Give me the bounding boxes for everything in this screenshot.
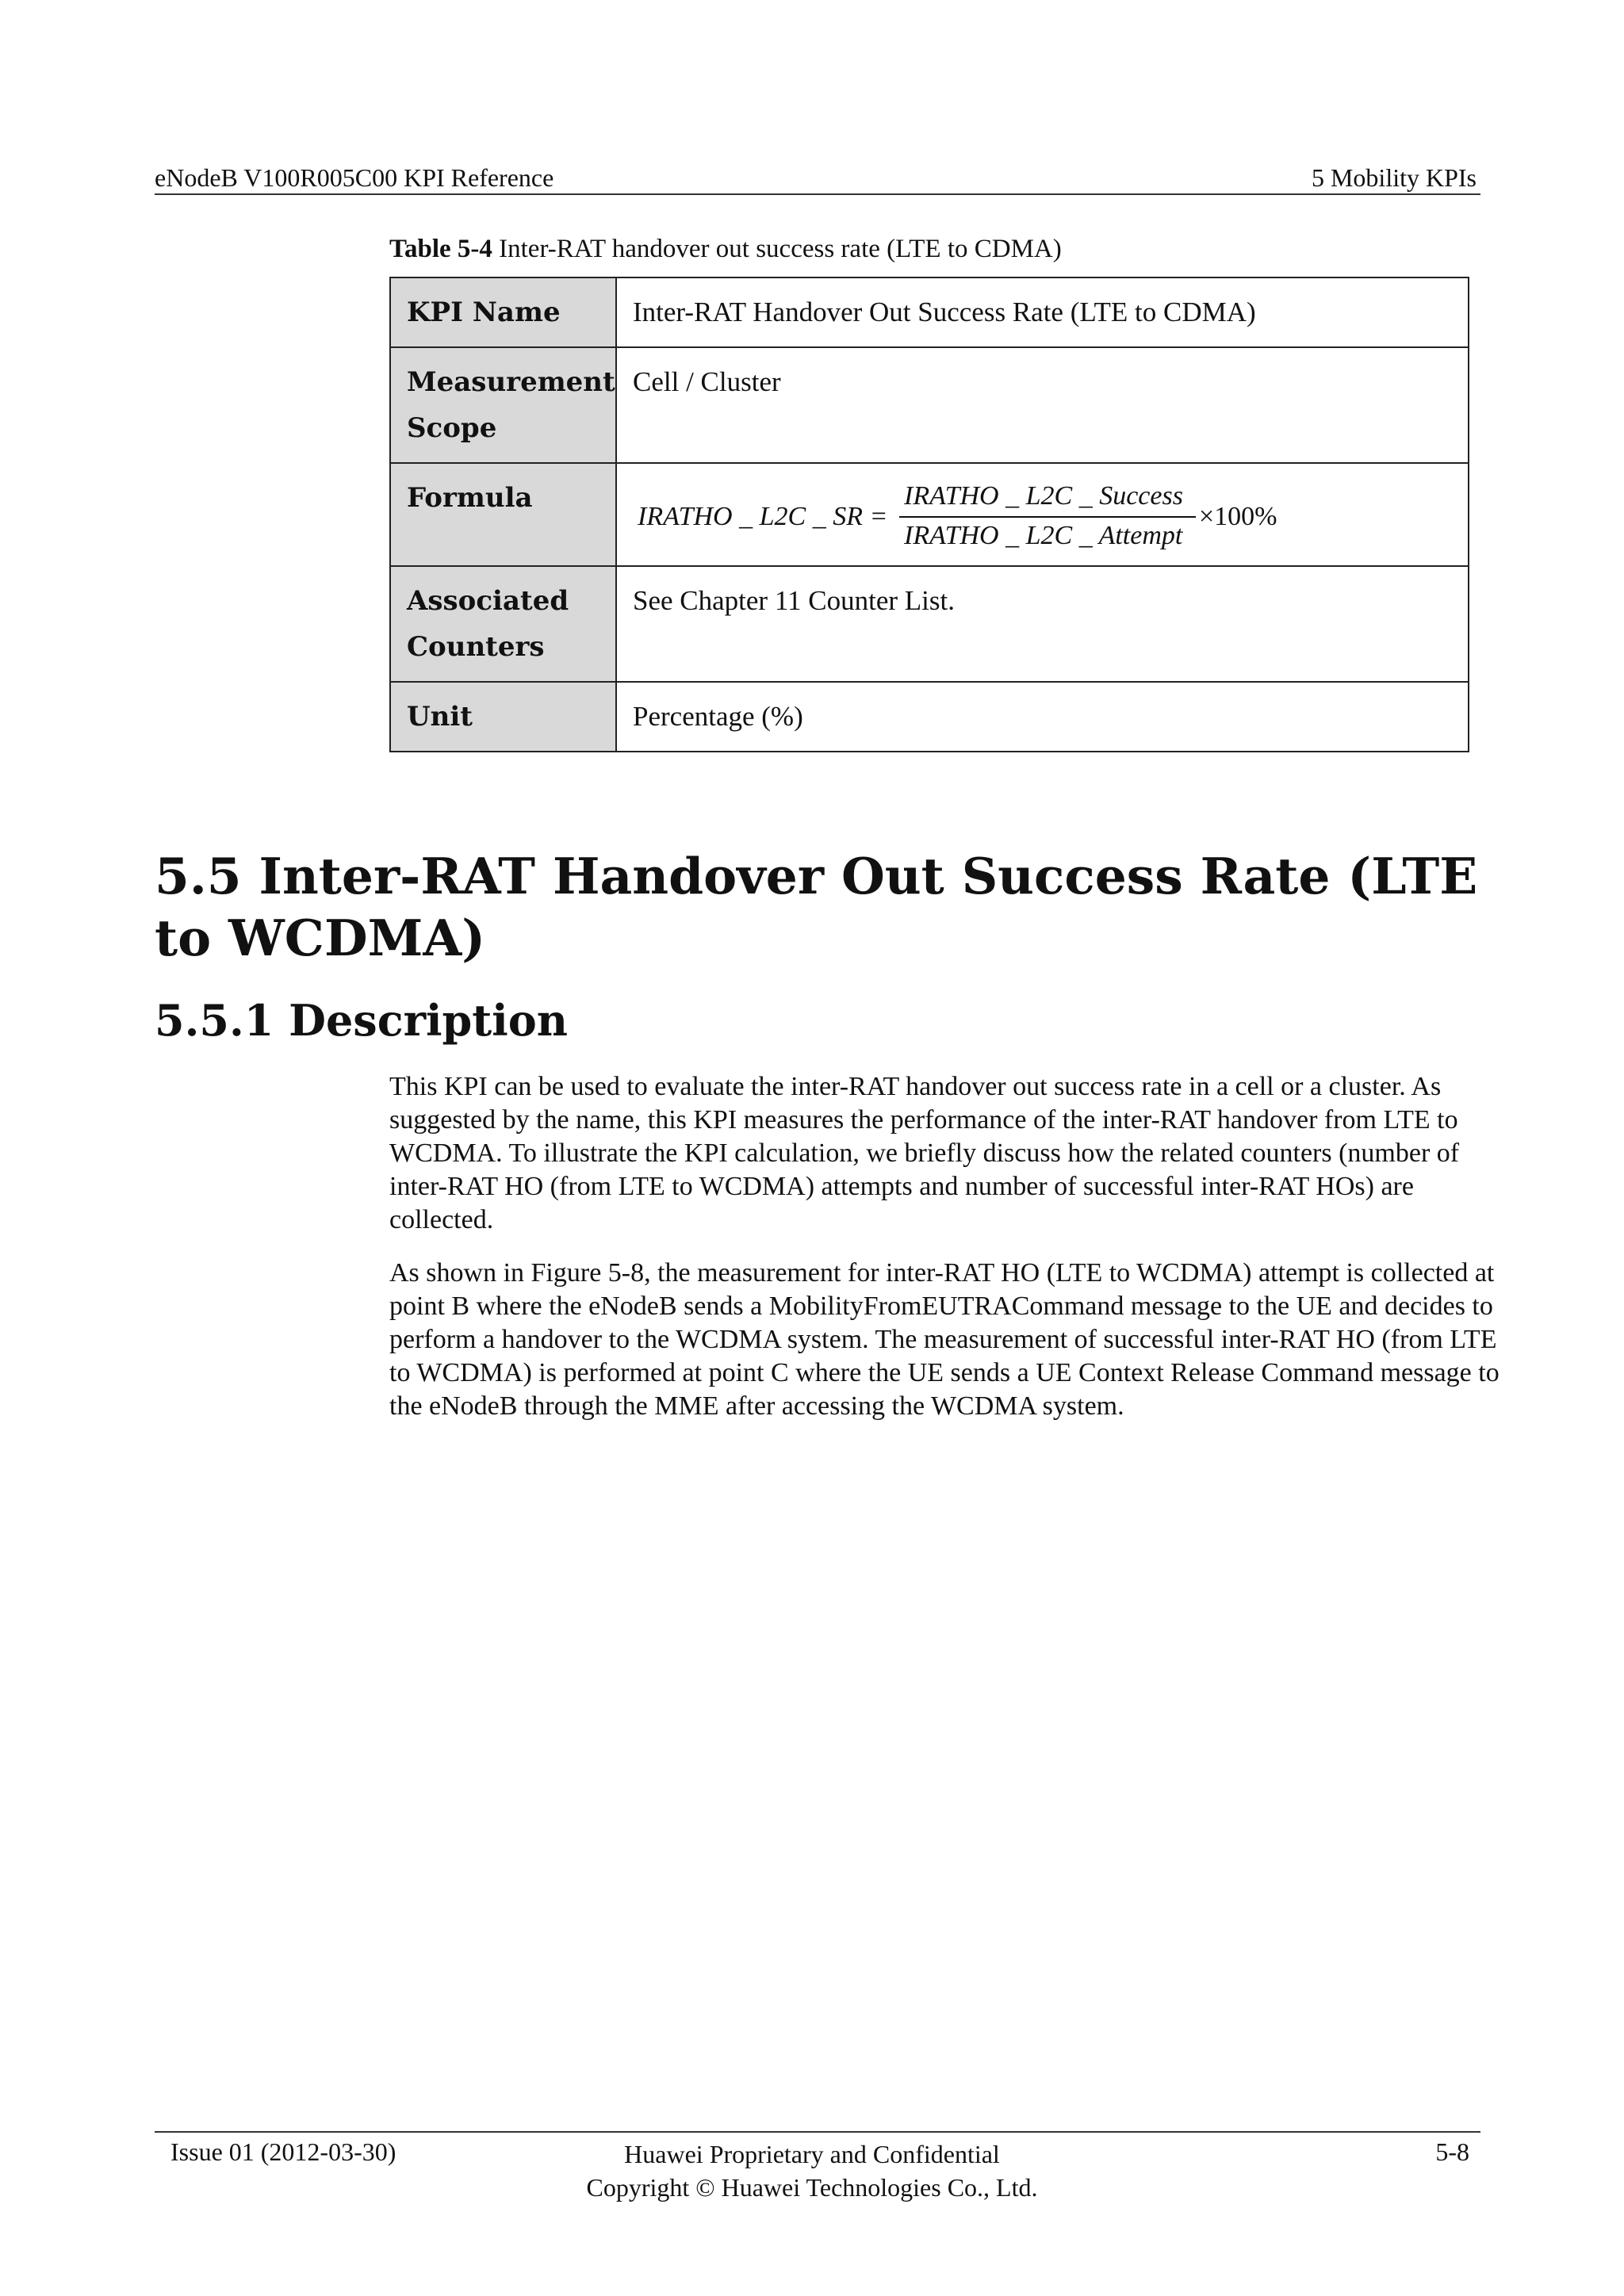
formula-lhs: IRATHO _ L2C _ SR =	[638, 502, 888, 531]
section-title: 5.5 Inter-RAT Handover Out Success Rate (LTE to WCDMA)	[155, 847, 1478, 967]
unit-label: Unit	[390, 682, 616, 752]
description-paragraph-1: This KPI can be used to evaluate the inter-RAT handover out success rate in a cell or a cluster. As suggested by the name, this KPI measures the performance of the inter-RAT handover from LTE to WCDMA. To illustrate the KPI calculation, we briefly discuss how the related counters (number of inter-RAT HO (from LTE to WCDMA) attempts and number of successful inter-RAT HOs) are collected.	[389, 1072, 1460, 1234]
table-row	[390, 682, 1469, 752]
associated-counters-value: See Chapter 11 Counter List.	[616, 566, 1469, 682]
table-row	[390, 347, 1469, 463]
footer-proprietary: Huawei Proprietary and Confidential	[624, 2140, 1000, 2168]
measurement-scope-value: Cell / Cluster	[616, 347, 1469, 463]
kpi-name-value: Inter-RAT Handover Out Success Rate (LTE to CDMA)	[616, 277, 1469, 347]
unit-value: Percentage (%)	[616, 682, 1469, 752]
formula	[633, 475, 1454, 554]
kpi-table	[389, 277, 1469, 752]
description-paragraph-2: As shown in Figure 5-8, the measurement for inter-RAT HO (LTE to WCDMA) attempt is collected at point B where the eNodeB sends a MobilityFromEUTRACommand message to the UE and decides to perform a handover to the WCDMA system. The measurement of successful inter-RAT HO (from LTE to WCDMA) is performed at point C where the UE sends a UE Context Release Command message to the eNodeB through the MME after accessing the WCDMA system.	[389, 1258, 1500, 1421]
measurement-scope-label: Measurement Scope	[390, 347, 616, 463]
formula-numerator: IRATHO _ L2C _ Success	[904, 481, 1183, 511]
formula-label: Formula	[390, 463, 616, 566]
formula-cell	[616, 463, 1469, 566]
footer-copyright-line: Copyright © Huawei Technologies Co., Ltd.	[586, 2173, 1038, 2202]
header-chapter: 5 Mobility KPIs	[1311, 163, 1477, 192]
footer-rule	[155, 2131, 1480, 2133]
subsection-title: 5.5.1 Description	[155, 995, 569, 1046]
associated-counters-label: Associated Counters	[390, 566, 616, 682]
formula-denominator: IRATHO _ L2C _ Attempt	[904, 521, 1183, 550]
footer-page-number: 5-8	[1435, 2137, 1469, 2166]
table-caption-text: Inter-RAT handover out success rate (LTE to CDMA)	[492, 235, 1062, 263]
table-row	[390, 463, 1469, 566]
header-rule	[155, 193, 1480, 195]
table-row	[390, 566, 1469, 682]
kpi-name-label: KPI Name	[390, 277, 616, 347]
formula-multiplier: ×100%	[1199, 502, 1277, 531]
header-doc-title: eNodeB V100R005C00 KPI Reference	[155, 163, 554, 192]
footer-copyright	[0, 2137, 1624, 2204]
footer-issue: Issue 01 (2012-03-30)	[170, 2137, 396, 2166]
table-caption	[389, 235, 1062, 264]
table-caption-label: Table 5-4	[389, 235, 492, 263]
table-row	[390, 277, 1469, 347]
